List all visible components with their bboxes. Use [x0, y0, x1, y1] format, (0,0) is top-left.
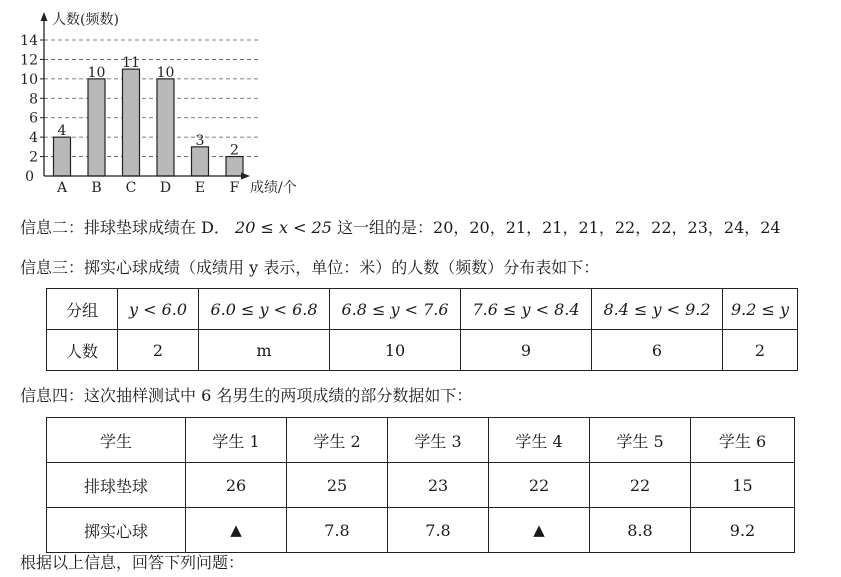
- table-cell: 15: [691, 463, 795, 508]
- info-four: 信息四：这次抽样测试中 6 名男生的两项成绩的部分数据如下：: [20, 386, 473, 405]
- bar-F: [226, 157, 243, 176]
- table-row: [47, 508, 795, 553]
- chart-ticks: [20, 33, 44, 185]
- table-cell: 23: [388, 463, 489, 508]
- bar-value-label: 3: [195, 132, 205, 149]
- bar-value-label: 4: [57, 123, 67, 140]
- table-cell: 6.0 ≤ y < 6.8: [199, 289, 330, 330]
- table-cell: 7.8: [287, 508, 388, 553]
- table-header-cell: 分组: [47, 289, 118, 330]
- table-cell: 10: [330, 330, 461, 371]
- bar-value-label: 11: [122, 55, 140, 72]
- table-cell: 8.8: [590, 508, 691, 553]
- table-cell: y < 6.0: [118, 289, 199, 330]
- table-header-cell: 学生 3: [388, 418, 489, 463]
- table-header-cell: 人数: [47, 330, 118, 371]
- table-header-cell: 学生 5: [590, 418, 691, 463]
- table-cell: 25: [287, 463, 388, 508]
- table-header-cell: 学生 6: [691, 418, 795, 463]
- x-tick-label: A: [56, 180, 68, 196]
- table-row: [47, 418, 795, 463]
- frequency-table: [46, 288, 798, 371]
- table-cell: 22: [489, 463, 590, 508]
- bar-value-label: 10: [87, 64, 106, 81]
- y-tick-label: 4: [29, 130, 38, 147]
- table-cell: m: [199, 330, 330, 371]
- table-header-cell: 学生 2: [287, 418, 388, 463]
- footer-prompt: 根据以上信息，回答下列问题：: [20, 553, 245, 572]
- table-cell: 22: [590, 463, 691, 508]
- table-cell: 26: [186, 463, 287, 508]
- bar-B: [88, 79, 105, 176]
- table-cell: 6.8 ≤ y < 7.6: [330, 289, 461, 330]
- bar-C: [123, 69, 140, 176]
- bar-A: [54, 137, 71, 176]
- x-tick-label: C: [125, 180, 137, 196]
- info-two-inequality: 20 ≤ x < 25: [235, 218, 332, 237]
- x-axis-label: 成绩/个: [250, 180, 297, 196]
- chart-axes: [41, 12, 251, 180]
- bar-value-label: 10: [156, 64, 175, 81]
- triangle-icon: ▲: [186, 508, 287, 553]
- y-tick-label: 8: [29, 91, 38, 108]
- student-scores-table: [46, 417, 795, 553]
- bar-value-label: 2: [230, 142, 239, 159]
- bar-chart: [0, 0, 320, 200]
- y-tick-label: 6: [29, 110, 38, 127]
- table-header-cell: 排球垫球: [47, 463, 186, 508]
- x-tick-label: E: [194, 180, 206, 196]
- table-row: [47, 463, 795, 508]
- table-header-cell: 学生 1: [186, 418, 287, 463]
- info-two: [20, 218, 781, 238]
- table-cell: 2: [118, 330, 199, 371]
- x-tick-label: D: [159, 180, 172, 196]
- table-header-cell: 学生: [47, 418, 186, 463]
- table-cell: 9.2: [691, 508, 795, 553]
- info-two-values: 这一组的是：20，20，21，21，21，22，22，23，24，24: [337, 218, 781, 237]
- table-header-cell: 学生 4: [489, 418, 590, 463]
- info-three: 信息三：掷实心球成绩（成绩用 y 表示，单位：米）的人数（频数）分布表如下：: [20, 258, 600, 277]
- table-cell: 7.8: [388, 508, 489, 553]
- y-tick-label: 10: [20, 71, 38, 88]
- table-row: [47, 289, 798, 330]
- table-cell: 2: [723, 330, 798, 371]
- table-cell: 8.4 ≤ y < 9.2: [592, 289, 723, 330]
- info-two-label: 信息二：排球垫球成绩在 D．: [20, 218, 230, 237]
- x-tick-label: B: [91, 180, 102, 196]
- bar-E: [192, 147, 209, 176]
- table-row: [47, 330, 798, 371]
- table-cell: 6: [592, 330, 723, 371]
- triangle-icon: ▲: [489, 508, 590, 553]
- bar-D: [157, 79, 174, 176]
- y-axis-label: 人数(频数): [52, 12, 119, 28]
- x-tick-label: F: [229, 180, 240, 196]
- table-cell: 9: [461, 330, 592, 371]
- table-cell: 7.6 ≤ y < 8.4: [461, 289, 592, 330]
- chart-bars: [54, 55, 244, 196]
- y-tick-label: 2: [29, 149, 38, 166]
- table-header-cell: 掷实心球: [47, 508, 186, 553]
- y-tick-label: 12: [20, 52, 38, 69]
- table-cell: 9.2 ≤ y: [723, 289, 798, 330]
- y-tick-label: 0: [25, 169, 34, 185]
- y-tick-label: 14: [20, 33, 38, 49]
- chart-grid: [44, 40, 258, 157]
